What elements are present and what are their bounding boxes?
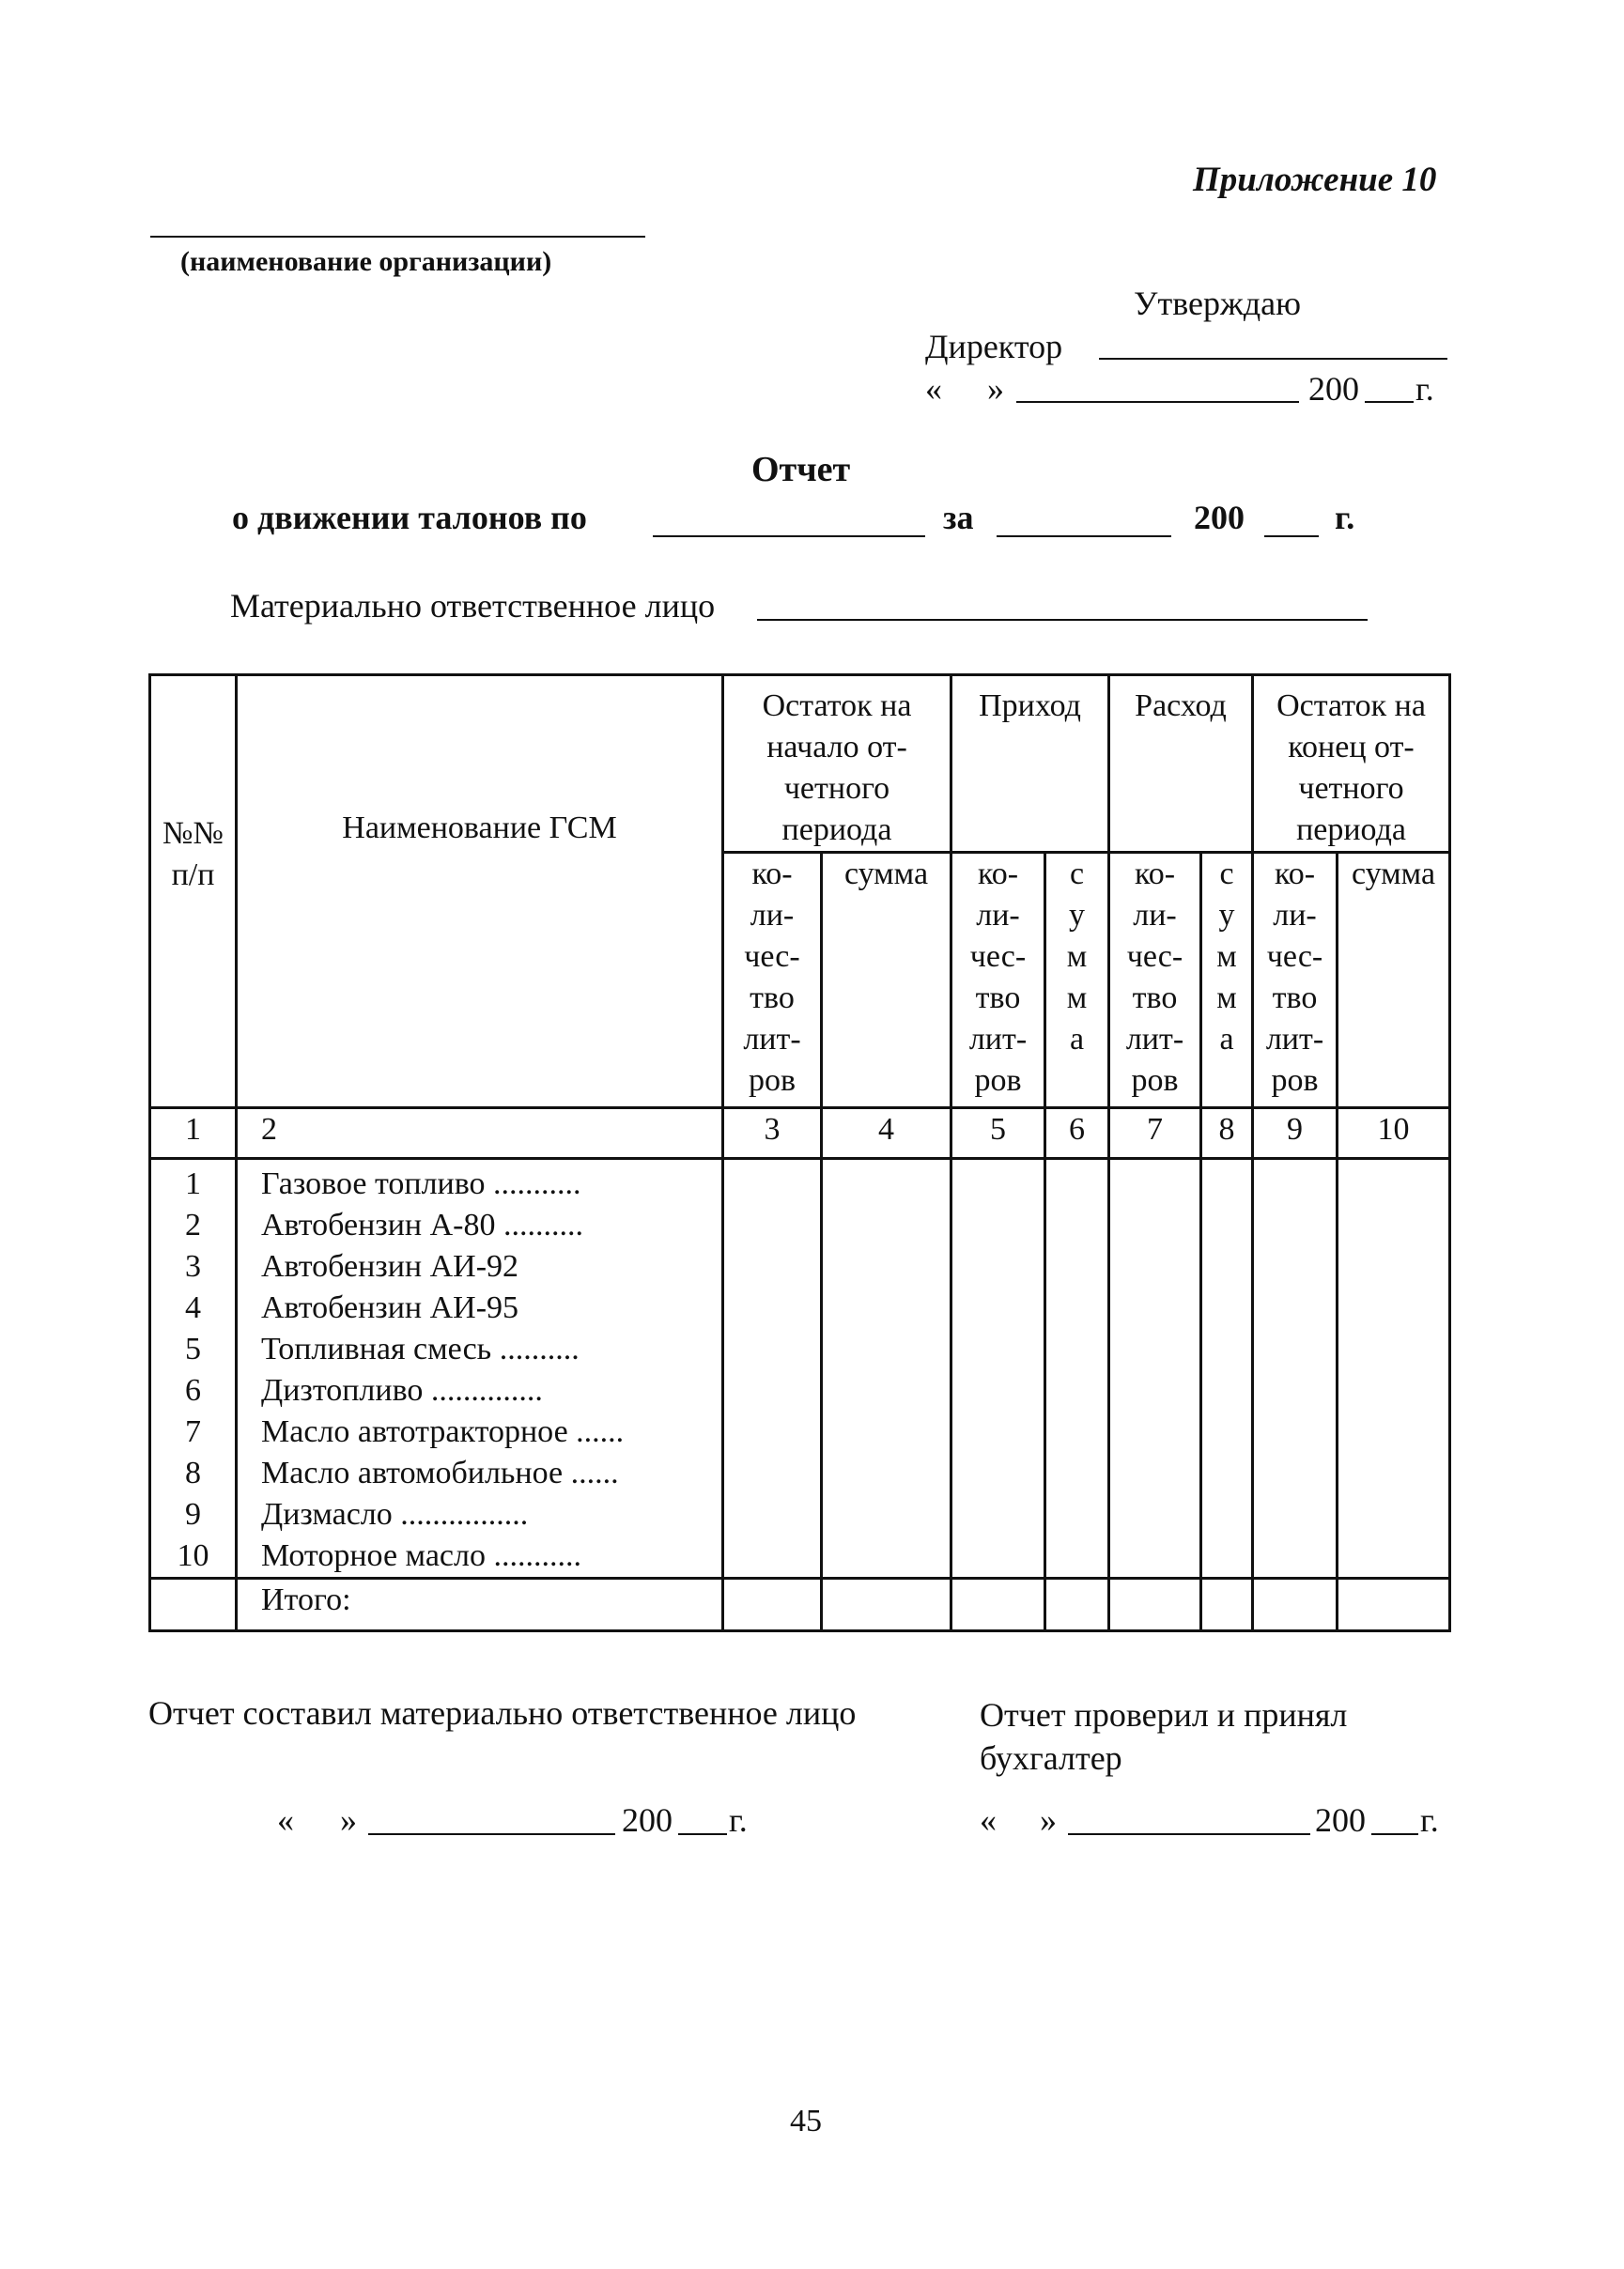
fuel-list-row <box>150 1159 1450 1579</box>
total-value-cell <box>1253 1579 1338 1631</box>
date-year-line <box>1365 401 1414 403</box>
report-table <box>148 673 1451 1632</box>
value-cell <box>951 1159 1045 1579</box>
compiled-by-label: Отчет составил материально ответственное лицо <box>148 1694 857 1732</box>
organization-caption: (наименование организации) <box>180 246 552 277</box>
expense-sum-header: с у м м а <box>1201 853 1253 1108</box>
fuel-name: Автобензин АИ-95 <box>261 1290 519 1325</box>
value-cell <box>723 1159 822 1579</box>
income-sum-header: с у м м а <box>1045 853 1109 1108</box>
footer-right-year-line <box>1371 1833 1418 1835</box>
footer-right-year-prefix: 200 <box>1315 1801 1366 1839</box>
end-sum-header: сумма <box>1338 853 1450 1108</box>
subtitle-year: 200 <box>1194 499 1245 536</box>
income-qty-header: ко- ли- чес- тво лит- ров <box>951 853 1045 1108</box>
subtitle-period-line <box>997 535 1171 537</box>
fuel-names-cell <box>237 1159 723 1579</box>
organization-line <box>150 236 645 238</box>
value-cell <box>822 1159 951 1579</box>
subtitle-suffix: г. <box>1335 499 1355 536</box>
group-end-header: Остаток на конец от- четного периода <box>1253 675 1450 853</box>
total-value-cell <box>1201 1579 1253 1631</box>
value-cell <box>1045 1159 1109 1579</box>
group-income-header: Приход <box>951 675 1109 853</box>
footer-left-year-suffix: г. <box>729 1801 748 1839</box>
subtitle-for: за <box>943 499 974 536</box>
group-start-header: Остаток на начало от- четного периода <box>723 675 951 853</box>
footer-left-date-line <box>368 1833 615 1835</box>
end-qty-header: ко- ли- чес- тво лит- ров <box>1253 853 1338 1108</box>
date-quote-close: » <box>987 370 1004 408</box>
date-year-prefix: 200 <box>1308 370 1359 408</box>
page-number: 45 <box>790 2104 822 2138</box>
row-number: 5 <box>185 1332 201 1366</box>
footer-right-quote-close: » <box>1040 1801 1057 1839</box>
column-number-row <box>150 1108 1450 1159</box>
total-value-cell <box>1338 1579 1450 1631</box>
fuel-name: Моторное масло ........... <box>261 1538 581 1573</box>
fuel-name: Газовое топливо ........... <box>261 1166 581 1201</box>
col-number: 1 <box>150 1108 237 1159</box>
col-number: 5 <box>951 1108 1045 1159</box>
footer-left-year-prefix: 200 <box>622 1801 673 1839</box>
col-number: 8 <box>1201 1108 1253 1159</box>
col-number: 3 <box>723 1108 822 1159</box>
row-number: 2 <box>185 1208 201 1243</box>
checked-by-label: Отчет проверил и принял бухгалтер <box>980 1696 1348 1777</box>
col-number: 10 <box>1338 1108 1450 1159</box>
footer-left-quote-open: « <box>277 1801 294 1839</box>
group-expense-header: Расход <box>1109 675 1253 853</box>
total-row <box>150 1579 1450 1631</box>
fuel-name: Масло автомобильное ...... <box>261 1456 619 1490</box>
col-number: 4 <box>822 1108 951 1159</box>
col-number: 6 <box>1045 1108 1109 1159</box>
date-year-suffix: г. <box>1415 370 1434 408</box>
expense-qty-header: ко- ли- чес- тво лит- ров <box>1109 853 1201 1108</box>
row-number: 7 <box>185 1414 201 1449</box>
fuel-name: Дизтопливо .............. <box>261 1373 543 1408</box>
footer-right-quote-open: « <box>980 1801 997 1839</box>
row-number: 10 <box>177 1538 209 1573</box>
start-qty-header: ко- ли- чес- тво лит- ров <box>723 853 822 1108</box>
date-line <box>1016 401 1299 403</box>
document-title: Отчет <box>751 450 851 489</box>
footer-left-year-line <box>678 1833 727 1835</box>
row-number: 4 <box>185 1290 201 1325</box>
col-number: 7 <box>1109 1108 1201 1159</box>
col-num-header: №№ п/п <box>150 675 237 1108</box>
col-number: 9 <box>1253 1108 1338 1159</box>
row-number: 1 <box>185 1166 201 1201</box>
responsible-person-label: Материально ответственное лицо <box>230 587 716 625</box>
start-sum-header: сумма <box>822 853 951 1108</box>
footer-left-quote-close: » <box>340 1801 357 1839</box>
subtitle-object-line <box>653 535 925 537</box>
header-row-groups <box>150 675 1450 853</box>
subtitle-year-line <box>1264 535 1319 537</box>
responsible-person-line <box>757 619 1368 621</box>
total-label: Итого: <box>237 1579 723 1631</box>
row-number: 3 <box>185 1249 201 1284</box>
row-number: 9 <box>185 1497 201 1532</box>
col-number: 2 <box>237 1108 723 1159</box>
col-name-header: Наименование ГСМ <box>237 675 723 1108</box>
footer-right-year-suffix: г. <box>1420 1801 1439 1839</box>
total-num-cell <box>150 1579 237 1631</box>
director-signature-line <box>1099 358 1447 360</box>
subtitle-prefix: о движении талонов по <box>232 499 587 536</box>
value-cell <box>1253 1159 1338 1579</box>
director-label: Директор <box>925 328 1063 365</box>
total-value-cell <box>1109 1579 1201 1631</box>
fuel-name: Автобензин А-80 .......... <box>261 1208 584 1243</box>
fuel-name: Дизмасло ................ <box>261 1497 529 1532</box>
date-quote-open: « <box>925 370 942 408</box>
value-cell <box>1201 1159 1253 1579</box>
value-cell <box>1338 1159 1450 1579</box>
appendix-label: Приложение 10 <box>1193 161 1437 199</box>
row-number: 6 <box>185 1373 201 1408</box>
total-value-cell <box>1045 1579 1109 1631</box>
row-number: 8 <box>185 1456 201 1490</box>
total-value-cell <box>822 1579 951 1631</box>
footer-right-date-line <box>1068 1833 1310 1835</box>
row-numbers-cell <box>150 1159 237 1579</box>
fuel-name: Масло автотракторное ...... <box>261 1414 625 1449</box>
fuel-name: Автобензин АИ-92 <box>261 1249 519 1284</box>
total-value-cell <box>951 1579 1045 1631</box>
approve-label: Утверждаю <box>1134 285 1302 322</box>
fuel-name: Топливная смесь .......... <box>261 1332 580 1366</box>
total-value-cell <box>723 1579 822 1631</box>
value-cell <box>1109 1159 1201 1579</box>
